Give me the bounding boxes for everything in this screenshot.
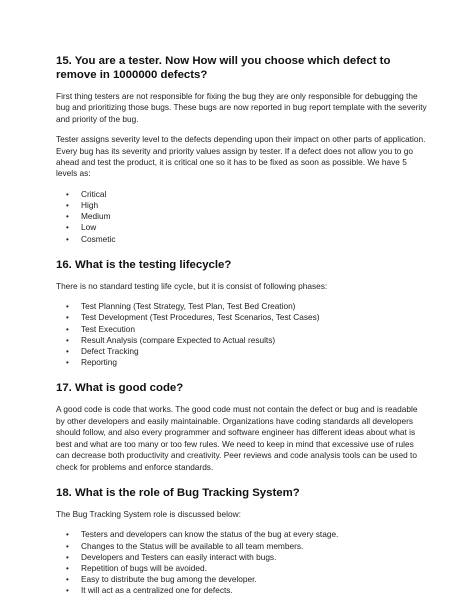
list-item — [56, 357, 428, 368]
section-heading: 17. What is good code? — [56, 382, 184, 395]
paragraph: There is no standard testing life cycle, but it is consist of following phases: — [56, 280, 328, 291]
bullet-icon: • — [66, 575, 69, 585]
bullet-icon: • — [66, 563, 69, 573]
list-item-text: High — [81, 200, 99, 211]
bullet-icon: • — [66, 530, 69, 540]
list-item-text: Repetition of bugs will be avoided. — [81, 562, 207, 573]
section-18 — [56, 486, 428, 597]
bullet-icon: • — [66, 541, 69, 551]
list-item-text: Cosmetic — [81, 233, 116, 244]
bullet-icon: • — [66, 234, 69, 244]
list-item — [56, 222, 428, 233]
bullet-icon: • — [66, 552, 69, 562]
list-item — [56, 529, 428, 540]
list-item-text: Test Planning (Test Strategy, Test Plan, Test Bed Creation) — [81, 301, 296, 312]
bullet-icon: • — [66, 189, 69, 199]
section-heading: 18. What is the role of Bug Tracking System? — [56, 486, 300, 499]
bullet-list — [56, 529, 428, 596]
list-item-text: Medium — [81, 211, 111, 222]
list-item-text: It will act as a centralized one for defects. — [81, 585, 233, 596]
bullet-icon: • — [66, 347, 69, 357]
list-item — [56, 312, 428, 323]
list-item — [56, 335, 428, 346]
bullet-icon: • — [66, 313, 69, 323]
list-item — [56, 346, 428, 357]
bullet-icon: • — [66, 324, 69, 334]
paragraph: A good code is code that works. The good code must not contain the defect or bug and is readable by other developers and easily maintainable. Organizations have coding standards all developers should follow, and also every programmer and software engineer has different ideas about what is best and what are too many or too few rules. We need to keep in mind that excessive use of rules can decrease both productivity and creativity. Peer reviews and code analysis tools can be used to check for problems and enforce standards. — [56, 404, 418, 472]
section-17 — [56, 381, 428, 472]
list-item — [56, 301, 428, 312]
list-item-text: Test Execution — [81, 323, 135, 334]
list-item-text: Changes to the Status will be available to all team members. — [81, 540, 304, 551]
section-heading: 16. What is the testing lifecycle? — [56, 258, 232, 271]
list-item-text: Low — [81, 222, 97, 233]
list-item-text: Developers and Testers can easily interact with bugs. — [81, 551, 277, 562]
list-item — [56, 189, 428, 200]
list-item-text: Reporting — [81, 357, 117, 368]
bullet-icon: • — [66, 302, 69, 312]
bullet-list — [56, 301, 428, 368]
bullet-icon: • — [66, 335, 69, 345]
bullet-icon: • — [66, 223, 69, 233]
list-item — [56, 541, 428, 552]
list-item — [56, 585, 428, 596]
list-item — [56, 211, 428, 222]
document-content — [56, 54, 428, 610]
bullet-icon: • — [66, 586, 69, 596]
bullet-icon: • — [66, 212, 69, 222]
list-item — [56, 552, 428, 563]
paragraph: First thing testers are not responsible for fixing the bug they are only responsible for debugging the bug and prioritizing those bugs. These bugs are now reported in bug report template with the severity and priority of the bug. — [56, 91, 427, 124]
paragraph: The Bug Tracking System role is discussed below: — [56, 508, 241, 519]
list-item — [56, 234, 428, 245]
bullet-list — [56, 189, 428, 245]
bullet-icon: • — [66, 201, 69, 211]
list-item-text: Defect Tracking — [81, 346, 139, 357]
list-item — [56, 563, 428, 574]
section-16 — [56, 258, 428, 369]
list-item-text: Result Analysis (compare Expected to Actual results) — [81, 334, 276, 345]
bullet-icon: • — [66, 358, 69, 368]
list-item-text: Easy to distribute the bug among the developer. — [81, 574, 257, 585]
section-heading: 15. You are a tester. Now How will you choose which defect to remove in 1000000 defects? — [56, 55, 391, 81]
list-item — [56, 200, 428, 211]
list-item-text: Test Development (Test Procedures, Test Scenarios, Test Cases) — [81, 312, 320, 323]
list-item — [56, 324, 428, 335]
section-15 — [56, 54, 428, 245]
list-item-text: Testers and developers can know the status of the bug at every stage. — [81, 529, 339, 540]
list-item-text: Critical — [81, 188, 107, 199]
list-item — [56, 574, 428, 585]
paragraph: Tester assigns severity level to the defects depending upon their impact on other parts of application. Every bug has its severity and priority values assign by tester. If a defect does not allow you to go ahead and test the product, it is critical one so it has to be fixed as soon as possible. We have 5 levels as: — [56, 134, 426, 179]
